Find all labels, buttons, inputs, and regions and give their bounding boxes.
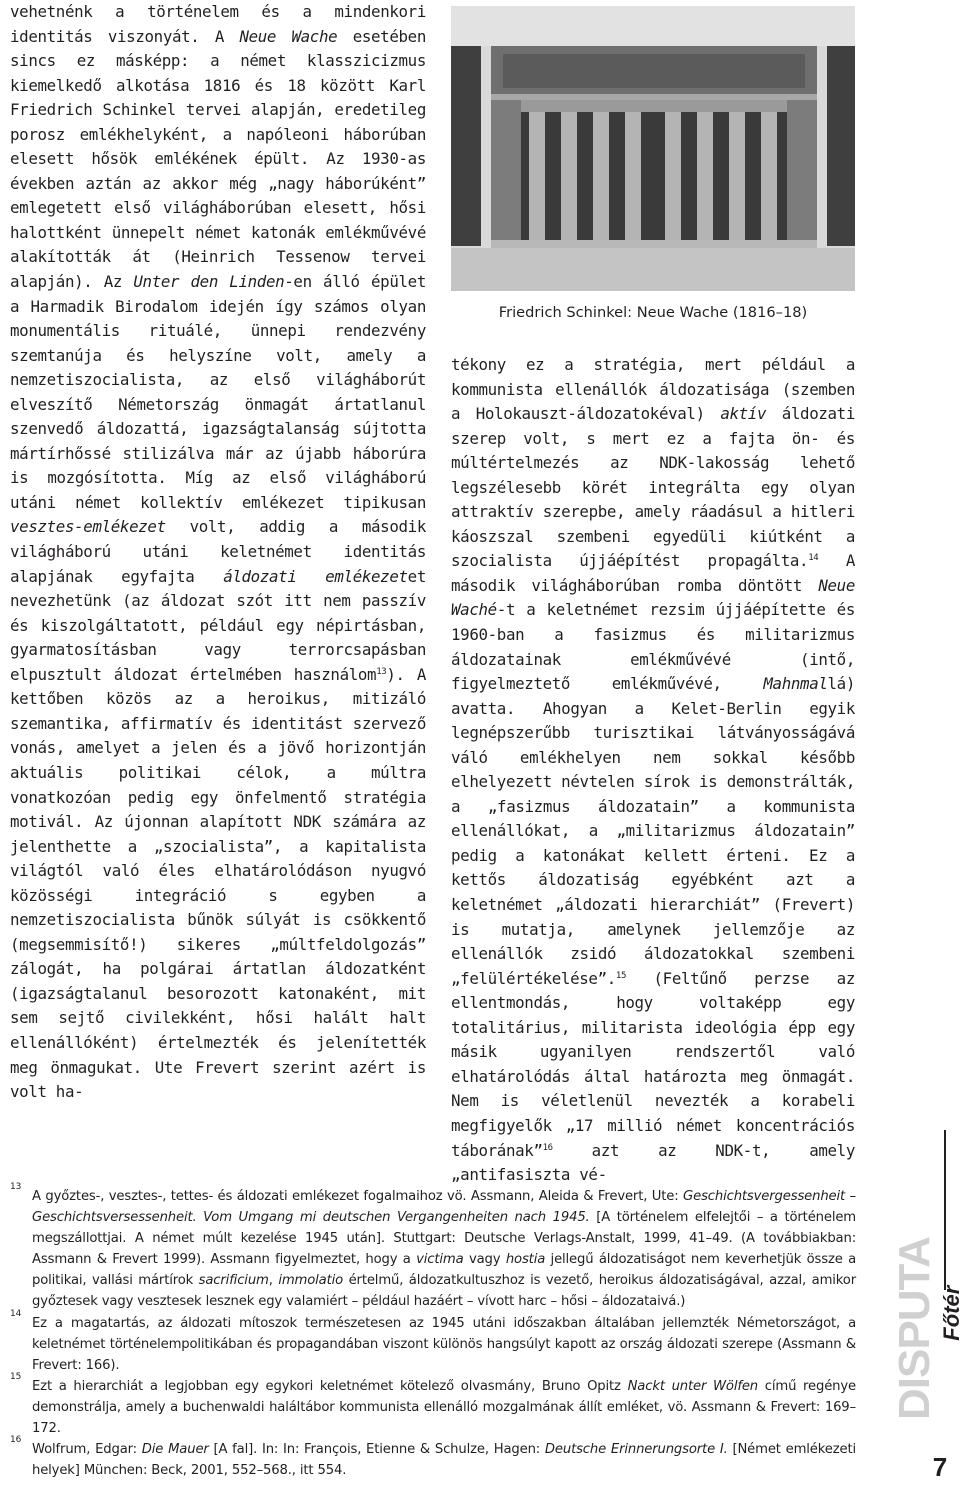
- sidebar-labels: [890, 1178, 964, 1420]
- italic-term: aktív: [720, 404, 767, 424]
- footnote-ref-15[interactable]: 15: [615, 970, 627, 981]
- sidebar-rule: [944, 1130, 946, 1290]
- text-run: című regénye demonstrálja, amely a buchenwaldi haláltábor kommunista ellenálló mozgalmának állít emléket, vö. Assmann & Frevert: 169–172.: [32, 1378, 856, 1437]
- text-run: értelmű, áldozatkultuszhoz is vezető, heroikus áldozatiságával, azzal, amikor győztesek vagy vesztesek lesznek egy valamiért – például hazáért – vívott harc – hősi – áldozataivá.): [32, 1273, 856, 1310]
- text-run: esetében sincs ez másképp: a német klasszicizmus kiemelkedő alkotása 1816 és 18 között Karl Friedrich Schinkel tervei alapján, eredetileg porosz emlékhelyként, a napóleoni háborúban elesett hősök emlékének épült. Az 1930-as években aztán az akkor még „nagy háborúként” emlegetett első világháborúban elesett, hősi halottként ünnepelt német katonák emlékművévé alakították át (Heinrich Tessenow tervei alapján). Az: [10, 26, 426, 292]
- footnote-number: 13: [10, 1182, 22, 1192]
- right-text-column: [451, 353, 855, 1188]
- text-run: A második világháborúban romba döntött: [451, 551, 855, 595]
- text-run: A győztes-, vesztes-, tettes- és áldozati emlékezet fogalmaihoz vö. Assmann, Aleida & Frevert, Ute:: [32, 1189, 684, 1204]
- text-run: ). A kettőben közös az a heroikus, mitizáló szemantika, affirmatív és identitást szervező vonás, amelyet a jelen és a jövő horizontján aktuális politikai célok, a múltra vonatkozóan pedig egy önfelmentő stratégia motivál. Az újonnan alapított NDK számára az jelenthette a „szocialista”, a kapitalista világtól való éles elhatárolódáson nyugvó közösségi integráció s egyben a nemzetiszocialista bűnök súlyát is csökkentő (megsemmisítő!) sikeres „múltfeldolgozás” zálogát, ha polgárai ártatlan áldozatként (igazságtalanul besorozott katonaként, mit sem sejtő civilekként, hősi halált halt ellenállóként) értelmezték és jelenítették meg önmagukat. Ute Frevert szerint azért is volt ha-: [10, 664, 426, 1102]
- text-run: lá) avatta. Ahogyan a Kelet-Berlin egyik legnépszerűbb turisztikai látványosságává váló emlékhelyen nem sokkal később elhelyezett névtelen sírok is demonstrálták, a „fasizmus áldozatain” a kommunista ellenállókat, a „militarizmus áldozatain” pedig a katonákat kellett érteni. Ez a kettős áldozatiság egyébként azt a keletnémet „áldozati hierarchiát” (Frevert) is mutatja, amelynek jellemzője az ellenállók zsidó áldozatokkal szembeni „felülértékelése”.: [451, 674, 855, 988]
- footnote-number: 16: [10, 1435, 22, 1446]
- footnote-ref-13[interactable]: 13: [376, 666, 387, 677]
- italic-term: Neue Waché: [451, 575, 855, 620]
- text-run: Ez a magatartás, az áldozati mítoszok természetesen az 1945 utáni időszakban általában jellemzték Németországot, a keletnémet történelempolitikában és propagandában viszont különös hangsúlyt kapott az ország áldozati szerepe (Assmann & Frevert: 166).: [32, 1315, 856, 1373]
- italic-term: hostia: [505, 1252, 546, 1268]
- section-label: DISPUTA: [890, 1237, 939, 1420]
- italic-title: Deutsche Erinnerungsorte I.: [544, 1442, 728, 1458]
- text-run: volt, addig a második világháború utáni keletnémet identitás alapjának egyfajta: [10, 517, 426, 586]
- italic-title: Geschichtsvergessenheit – Geschichtsversessenheit. Vom Umgang mi deutschen Vergangenheiten nach 1945.: [32, 1189, 856, 1226]
- text-run: -t a keletnémet rezsim újjáépítette és 1960-ban a fasizmus és militarizmus áldozatainak emlékművévé (intő, figyelmeztető emlékművévé,: [451, 600, 855, 694]
- footnote-ref-16[interactable]: 16: [542, 1142, 553, 1153]
- text-run: ,: [268, 1273, 279, 1289]
- italic-term: immolatio: [278, 1273, 344, 1289]
- text-run: vehetnénk a történelem és a mindenkori identitás viszonyát. A: [10, 2, 426, 46]
- text-run: Wolfrum, Edgar:: [32, 1442, 142, 1458]
- neue-wache-building-image: [451, 6, 855, 291]
- text-run: et nevezhetünk (az áldozat szót itt nem passzív és kiszolgáltatott, például egy népirtásban, gyarmatosításban vagy terrorcsapásban elpusztult áldozat értelmében használom: [10, 566, 426, 684]
- italic-term: vesztes-emlékezet: [10, 517, 166, 537]
- text-run: (Feltűnő perzse az ellentmondás, hogy voltaképp egy totalitárius, militarista ideológia épp egy másik ugyanilyen rendszertől való elhatárolódás által határozta meg önmagát. Nem is véletlenül nevezték a korabeli megfigyelők „17 millió német koncentrációs táborának”: [451, 968, 855, 1160]
- text-run: -en álló épület a Harmadik Birodalom idején így számos olyan monumentális rituálé, ünnepi rendezvény szemtanúja és helyszíne volt, amely a nemzetiszocialista, az első világháborút elveszítő Németország önmagát ártatlanul szenvedő áldozattá, igazságtalanság sújtotta mártírhőssé stilizálva már az újabb háborúra is mozgósította. Míg az első világháború utáni német kollektív emlékezet tipikusan: [10, 272, 426, 512]
- body-paragraph: [451, 353, 855, 1188]
- text-run: [A fal]. In: In: François, Etienne & Schulze, Hagen:: [208, 1442, 545, 1458]
- italic-title: Nackt unter Wölfen: [627, 1378, 759, 1394]
- text-run: [A történelem elfelejtői – a történelem megszállottjai. A német múlt kezelése 1945 után]. Stuttgart: Deutsche Verlags-Anstalt, 1999, 41–49. (A továbbiakban: Assmann & Frevert 1999). Assmann figyelmeztet, hogy a: [32, 1210, 856, 1268]
- italic-term: sacrificium: [198, 1273, 269, 1289]
- text-run: [Német emlékezeti helyek] München: Beck, 2001, 552–568., itt 554.: [32, 1442, 857, 1479]
- italic-term: Neue Wache: [239, 26, 338, 46]
- text-run: áldozati szerep volt, s mert ez a fajta ön- és múltértelmezés az NDK-lakosság lehető legszélesebb körét integrálta egy olyan attraktív szerepbe, amely ráadásul a hitleri káoszszal szembeni egyedüli kiútként a szocialista újjáépítést propagálta.: [451, 404, 855, 571]
- footnote-15: [10, 1371, 856, 1439]
- photo-caption: Friedrich Schinkel: Neue Wache (1816–18): [498, 304, 808, 321]
- footnotes: [10, 1182, 857, 1481]
- text-run: azt az NDK-t, amely „antifasiszta vé-: [451, 1140, 855, 1185]
- italic-term: victima: [416, 1252, 464, 1268]
- italic-title: Die Mauer: [141, 1442, 209, 1458]
- footnote-ref-14[interactable]: 14: [808, 553, 819, 564]
- text-run: Ezt a hierarchiát a legjobban egy egykori keletnémet kötelező olvasmány, Bruno Opitz: [32, 1378, 628, 1394]
- text-run: vagy: [463, 1252, 506, 1268]
- footnote-14: [10, 1308, 856, 1376]
- text-run: tékony ez a stratégia, mert például a kommunista ellenállók áldozatisága (szemben a Holokauszt-áldozatokéval): [451, 355, 855, 424]
- subsection-label: Főtér: [939, 1285, 964, 1341]
- footnote-16: [10, 1435, 857, 1481]
- footnote-number: 14: [10, 1308, 22, 1319]
- neue-wache-photo: [451, 6, 855, 291]
- footnote-number: 15: [10, 1371, 22, 1382]
- page-number: 7: [932, 1452, 948, 1482]
- italic-term: áldozati emlékezet: [223, 566, 408, 586]
- italic-term: Mahnmal: [763, 674, 828, 694]
- text-run: jellegű áldozatiságot nem keverhetjük össze a politikai, vallási mártírok: [32, 1252, 857, 1289]
- italic-term: Unter den Linden: [133, 272, 285, 292]
- footnote-13: [10, 1182, 857, 1313]
- section-sidebar: [870, 1120, 964, 1500]
- left-text-column: [10, 0, 426, 1105]
- body-paragraph: [10, 0, 426, 1105]
